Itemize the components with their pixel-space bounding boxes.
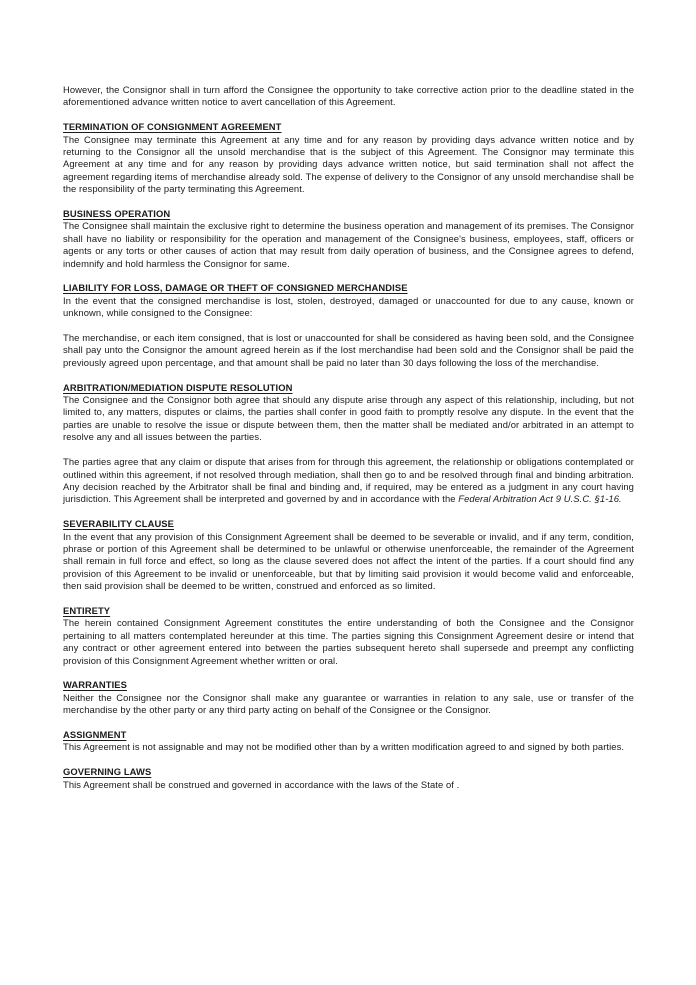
section-paragraph: The Consignee and the Consignor both agree that should any dispute arise through any aspect of this relationship, including, but not limited to, any matters, disputes or claims, the parties shall confer in good faith to promptly resolve any dispute. In the event that the parties are unable to resolve the issue or dispute between them, then the matter shall be mediated and/or arbitrated in an attempt to resolve any and all issues between the parties. — [63, 394, 634, 443]
section-paragraph-with-citation — [63, 456, 634, 506]
section-paragraph: In the event that any provision of this Consignment Agreement shall be deemed to be severable or invalid, and if any term, condition, phrase or portion of this Agreement shall be determined to be unlawful or otherwise unenforceable, the remainder of the Agreement shall remain in full force and effect, so long as the clause severed does not affect the intent of the parties. If a court should find any provision of this Agreement to be invalid or unenforceable, but that by limiting said provision it would become valid and enforceable, then said provision shall be deemed to be written, construed and enforced as so limited. — [63, 530, 634, 592]
section-heading-text: ASSIGNMENT — [63, 728, 127, 740]
section-paragraph: The Consignee shall maintain the exclusive right to determine the business operation and management of its premises. The Consignor shall have no liability or responsibility for the operation and management of the Consignee's business, employees, staff, officers or agents or any torts or other causes of action that may result from daily operation of business, and the Consignee agrees to defend, indemnify and hold harmless the Consignor for same. — [63, 220, 634, 269]
section-termination-of-consignment-agreement — [63, 121, 634, 195]
section-heading — [63, 766, 634, 778]
section-heading — [63, 282, 634, 294]
section-heading-text: BUSINESS OPERATION — [63, 208, 171, 220]
section-paragraph: This Agreement is not assignable and may not be modified other than by a written modification agreed to and signed by both parties. — [63, 741, 625, 753]
section-paragraph: Neither the Consignee nor the Consignor shall make any guarantee or warranties in relation to any sale, use or transfer of the merchandise by the other party or any third party acting on behalf of the Consignee or the Consignor. — [63, 691, 634, 716]
section-arbitration-mediation-dispute-resolution — [63, 382, 634, 506]
section-paragraph: The merchandise, or each item consigned, that is lost or unaccounted for shall be considered as having been sold, and the Consignee shall pay unto the Consignor the amount agreed herein as if the lost merchandise had been sold and the Consignor shall be paid the previously agreed upon percentage, and that amount shall be paid no later than 30 days following the loss of the merchandise. — [63, 332, 634, 368]
section-assignment — [63, 729, 634, 754]
paragraph-lead-text: The parties agree that any claim or dispute that arises from for through this agreement, the relationship or obligations contemplated or outlined within this agreement, if not resolved through mediation, shall then go to and be resolved through final and binding arbitration. Any decision reached by the Arbitrator shall be final and binding and, if required, may be entered as a judgment in any court having jurisdiction. This Agreement shall be interpreted and governed by and in accordance with the — [63, 456, 634, 505]
section-governing-laws — [63, 766, 634, 791]
section-severability-clause — [63, 518, 634, 592]
document-body — [63, 84, 634, 791]
section-heading — [63, 605, 634, 617]
section-heading-text: GOVERNING LAWS — [63, 766, 152, 778]
intro-paragraph: However, the Consignor shall in turn afford the Consignee the opportunity to take corrective action prior to the deadline stated in the aforementioned advance written notice to avert cancellation of this Agreement. — [63, 84, 634, 108]
section-heading — [63, 729, 634, 741]
section-paragraph: This Agreement shall be construed and governed in accordance with the laws of the State of . — [63, 778, 460, 790]
section-heading-text: WARRANTIES — [63, 679, 127, 691]
section-heading-text: LIABILITY FOR LOSS, DAMAGE OR THEFT OF CONSIGNED MERCHANDISE — [63, 282, 408, 294]
section-liability-for-loss-damage-or-theft — [63, 282, 634, 369]
section-heading-text: ENTIRETY — [63, 604, 111, 616]
section-heading — [63, 208, 634, 220]
section-heading — [63, 679, 634, 691]
section-paragraph: The Consignee may terminate this Agreement at any time and for any reason by providing days advance written notice and by returning to the Consignor all the unsold merchandise that is the subject of this Agreement. The Consignor may terminate this Agreement at any time and for any reason by providing days advance written notice, but said termination shall not affect the agreement regarding items of merchandise already sold. The expense of delivery to the Consignor of any unsold merchandise shall be the responsibility of the party terminating this Agreement. — [63, 133, 634, 195]
section-entirety — [63, 605, 634, 667]
section-warranties — [63, 679, 634, 716]
section-heading — [63, 518, 634, 530]
section-heading — [63, 121, 634, 133]
section-heading-text: ARBITRATION/MEDIATION DISPUTE RESOLUTION — [63, 381, 293, 393]
section-paragraph: In the event that the consigned merchandise is lost, stolen, destroyed, damaged or unaccounted for due to any cause, known or unknown, while consigned to the Consignee: — [63, 294, 634, 319]
section-heading-text: SEVERABILITY CLAUSE — [63, 518, 175, 530]
section-paragraph: The herein contained Consignment Agreement constitutes the entire understanding of both the Consignee and the Consignor pertaining to all matters contemplated hereunder at this time. The parties signing this Consignment Agreement desire or intend that any contract or other agreement entered into between the parties subsequent hereto shall supersede and preempt any conflicting provision of this Consignment Agreement whether written or oral. — [63, 617, 634, 666]
section-heading — [63, 382, 634, 394]
statute-citation: Federal Arbitration Act 9 U.S.C. §1-16. — [458, 493, 622, 505]
section-heading-text: TERMINATION OF CONSIGNMENT AGREEMENT — [63, 121, 282, 133]
section-business-operation — [63, 208, 634, 270]
